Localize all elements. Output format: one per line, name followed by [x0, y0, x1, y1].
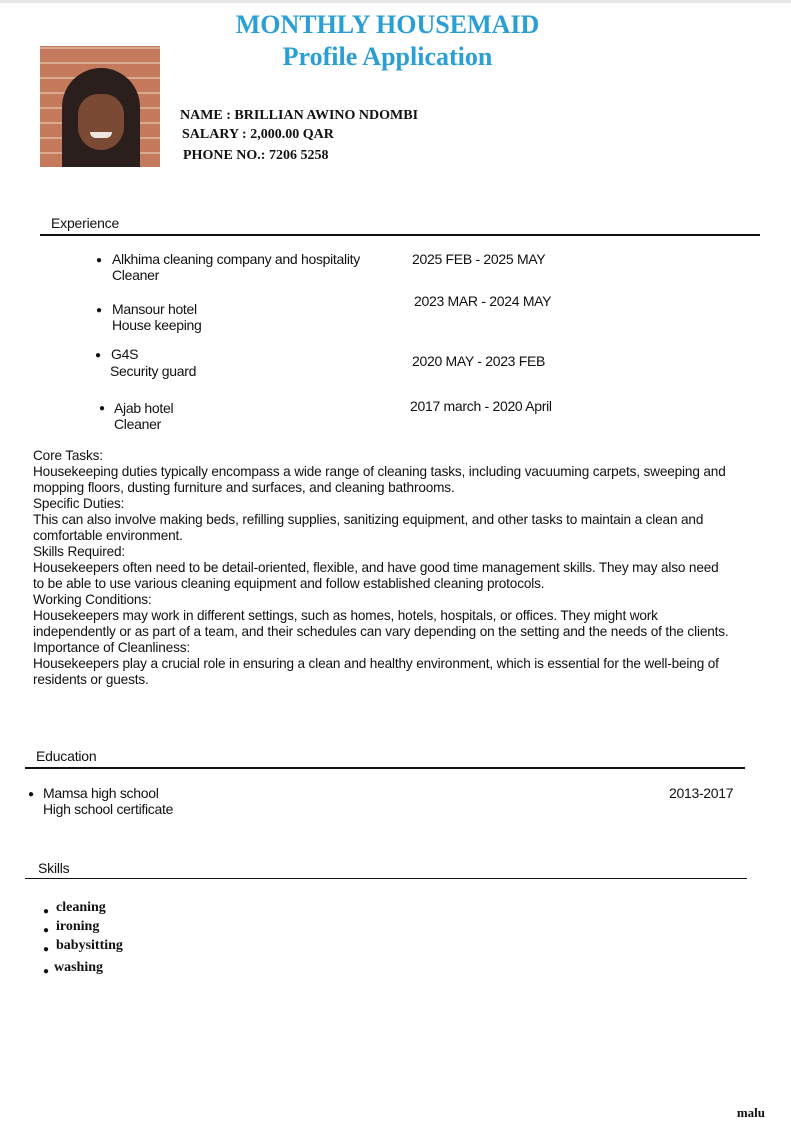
experience-role: House keeping	[112, 317, 202, 333]
bullet-icon: ●	[43, 925, 50, 936]
core-tasks-text: Housekeeping duties typically encompass a wide range of cleaning tasks, including vacuuming carpets, sweeping and mopping floors, dusting furniture and surfaces, and cleaning bathrooms.	[33, 464, 726, 495]
experience-heading: Experience	[51, 215, 120, 231]
footer-signature: malu	[736, 1105, 765, 1120]
working-conditions-label: Working Conditions:	[33, 592, 152, 607]
skill-item: ironing	[56, 919, 100, 934]
bullet-icon: ●	[96, 255, 103, 266]
experience-period: 2017 march - 2020 April	[410, 398, 552, 414]
specific-duties-text: This can also involve making beds, refilling supplies, sanitizing equipment, and other tasks to maintain a clean and comfortable environment.	[33, 512, 704, 543]
cleanliness-label: Importance of Cleanliness:	[33, 640, 191, 655]
working-conditions-text: Housekeepers may work in different settings, such as homes, hotels, hospitals, or offices. They might work independently or as part of a team, and their schedules can vary depending on the setting and the needs of the clients.	[33, 608, 729, 639]
bullet-icon: ●	[43, 906, 50, 917]
skill-item: babysitting	[56, 938, 123, 953]
experience-period: 2025 FEB - 2025 MAY	[412, 251, 546, 267]
name-field: NAME : BRILLIAN AWINO NDOMBI	[180, 108, 419, 123]
experience-period: 2020 MAY - 2023 FEB	[412, 353, 546, 369]
experience-role: Cleaner	[112, 267, 159, 283]
skills-required-text: Housekeepers often need to be detail-oriented, flexible, and have good time management skills. They may also need to be able to use various cleaning equipment and follow established cleaning protocols.	[33, 560, 719, 591]
experience-role: Security guard	[110, 363, 197, 379]
bullet-icon: ●	[43, 944, 50, 955]
education-school: Mamsa high school	[43, 785, 159, 801]
experience-company: Ajab hotel	[114, 400, 174, 416]
salary-field: SALARY : 2,000.00 QAR	[182, 127, 334, 142]
page-subtitle: Profile Application	[282, 42, 493, 71]
job-description	[33, 448, 733, 688]
profile-photo	[40, 46, 160, 167]
education-certificate: High school certificate	[43, 801, 174, 817]
top-border	[0, 0, 791, 3]
education-divider	[25, 767, 745, 769]
skills-heading: Skills	[38, 860, 70, 876]
specific-duties-label: Specific Duties:	[33, 496, 125, 511]
experience-divider	[40, 234, 760, 236]
education-heading: Education	[36, 748, 97, 764]
skill-item: washing	[54, 960, 104, 975]
bullet-icon: ●	[99, 403, 106, 414]
education-years: 2013-2017	[669, 785, 734, 801]
bullet-icon: ●	[96, 305, 103, 316]
bullet-icon: ●	[43, 966, 50, 977]
skills-divider	[25, 878, 747, 879]
core-tasks-label: Core Tasks:	[33, 448, 103, 463]
skill-item: cleaning	[56, 900, 106, 915]
experience-role: Cleaner	[114, 416, 161, 432]
experience-period: 2023 MAR - 2024 MAY	[414, 293, 552, 309]
bullet-icon: ●	[28, 789, 35, 800]
experience-company: Alkhima cleaning company and hospitality	[112, 251, 360, 267]
phone-field: PHONE NO.: 7206 5258	[183, 148, 329, 163]
experience-company: Mansour hotel	[112, 301, 197, 317]
cleanliness-text: Housekeepers play a crucial role in ensuring a clean and healthy environment, which is essential for the well-being of residents or guests.	[33, 656, 719, 687]
experience-company: G4S	[111, 346, 139, 362]
bullet-icon: ●	[95, 350, 102, 361]
skills-required-label: Skills Required:	[33, 544, 126, 559]
page-title: MONTHLY HOUSEMAID	[235, 10, 540, 39]
